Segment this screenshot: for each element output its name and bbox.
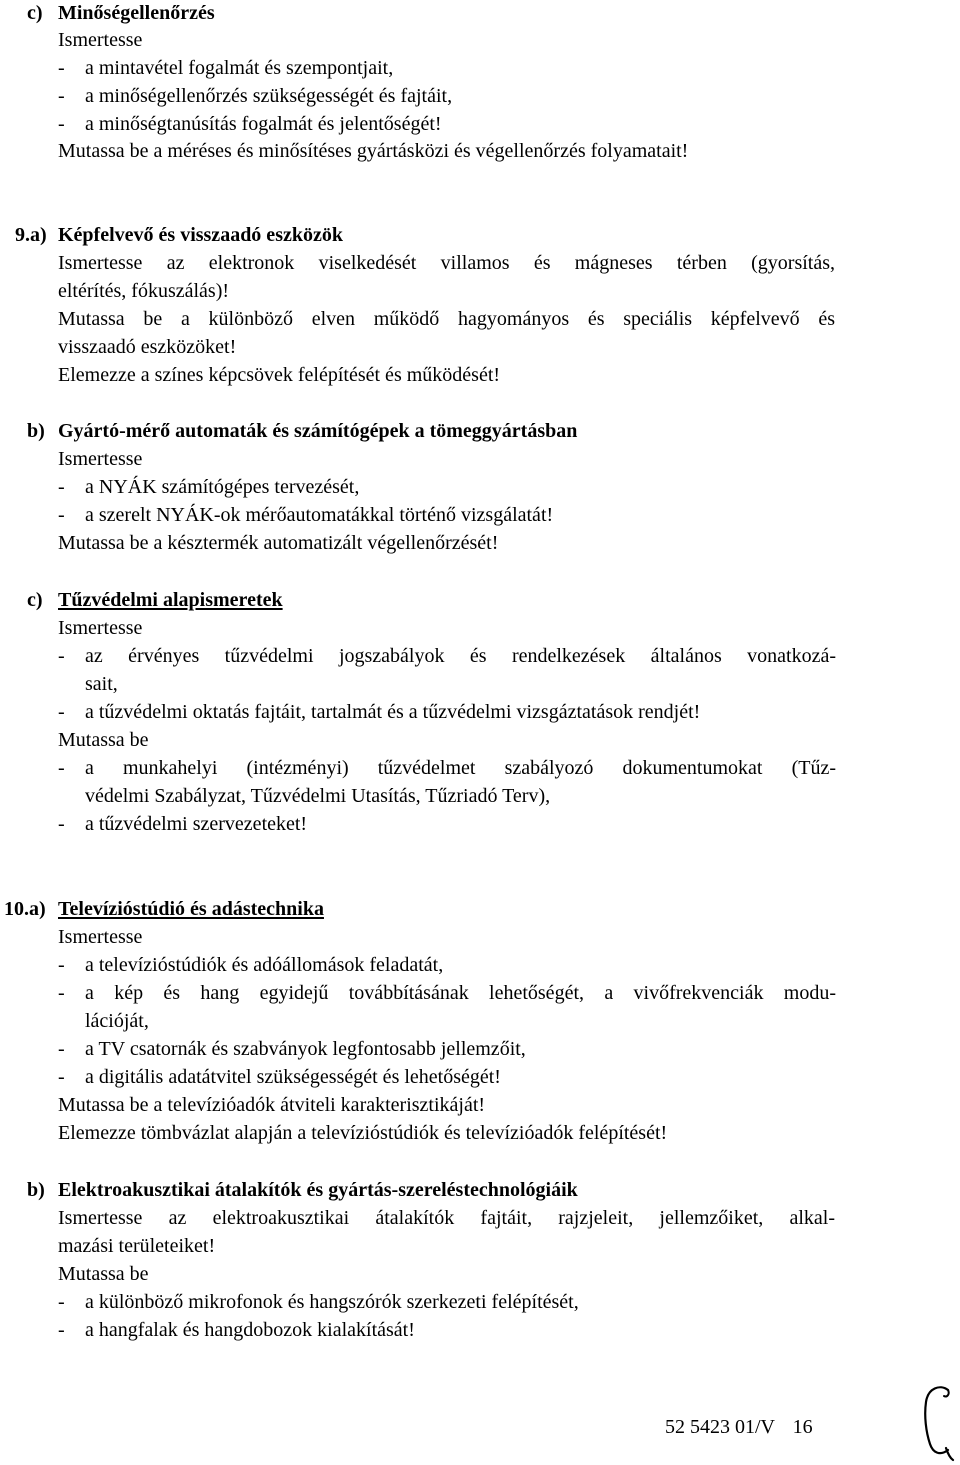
paragraph-line: visszaadó eszközöket!: [58, 336, 237, 358]
paragraph-line: Ismertesse az elektronok viselkedését villamos és mágneses térben (gyorsítás,: [58, 252, 835, 274]
section-title: Tűzvédelmi alapismeretek: [58, 589, 283, 611]
section-label: c): [27, 589, 43, 611]
section-title: Minőségellenőrzés: [58, 2, 215, 24]
list-dash: -: [58, 757, 65, 779]
paragraph-line: Mutassa be a különböző elven működő hagyományos és speciális képfelvevő és: [58, 308, 835, 330]
section-title: Televízióstúdió és adástechnika: [58, 898, 324, 920]
list-dash: -: [58, 1291, 65, 1313]
list-dash: -: [58, 476, 65, 498]
list-item: a minőségellenőrzés szükségességét és fajtáit,: [85, 85, 453, 107]
list-item: a hangfalak és hangdobozok kialakítását!: [85, 1319, 415, 1341]
list-dash: -: [58, 504, 65, 526]
paragraph-line: mazási területeiket!: [58, 1235, 216, 1257]
list-item: a különböző mikrofonok és hangszórók szerkezeti felépítését,: [85, 1291, 579, 1313]
section-label: 9.a): [15, 224, 47, 246]
list-dash: -: [58, 982, 65, 1004]
document-code: 52 5423 01/V: [665, 1416, 775, 1438]
list-item: a TV csatornák és szabványok legfontosabb jellemzőit,: [85, 1038, 526, 1060]
section-title: Képfelvevő és visszaadó eszközök: [58, 224, 343, 246]
paragraph-line: eltérítés, fókuszálás)!: [58, 280, 230, 302]
list-item: a tűzvédelmi oktatás fajtáit, tartalmát és a tűzvédelmi vizsgáztatások rendjét!: [85, 701, 701, 723]
list-dash: -: [58, 113, 65, 135]
list-dash: -: [58, 1038, 65, 1060]
list-dash: -: [58, 85, 65, 107]
instruction-text: Ismertesse: [58, 926, 143, 948]
list-item: az érvényes tűzvédelmi jogszabályok és rendelkezések általános vonatkozá-: [85, 645, 836, 667]
section-label: 10.a): [4, 898, 46, 920]
list-dash: -: [58, 645, 65, 667]
instruction-text: Elemezze tömbvázlat alapján a televízióstúdiók és televízióadók felépítését!: [58, 1122, 668, 1144]
instruction-text: Ismertesse: [58, 617, 143, 639]
list-item: a munkahelyi (intézményi) tűzvédelmet szabályozó dokumentumokat (Tűz-: [85, 757, 836, 779]
instruction-text: Mutassa be a televízióadók átviteli karakterisztikáját!: [58, 1094, 486, 1116]
list-dash: -: [58, 1066, 65, 1088]
instruction-text: Mutassa be a méréses és minősítéses gyártásközi és végellenőrzés folyamatait!: [58, 140, 689, 162]
instruction-text: Mutassa be: [58, 729, 149, 751]
signature-mark: [920, 1384, 958, 1462]
section-label: b): [27, 1179, 45, 1201]
paragraph-line: Ismertesse az elektroakusztikai átalakítók fajtáit, rajzjeleit, jellemzőiket, alkal-: [58, 1207, 835, 1229]
instruction-text: Ismertesse: [58, 448, 143, 470]
list-item: lációját,: [85, 1010, 149, 1032]
list-item: sait,: [85, 673, 118, 695]
list-dash: -: [58, 813, 65, 835]
list-dash: -: [58, 701, 65, 723]
instruction-text: Mutassa be a késztermék automatizált végellenőrzését!: [58, 532, 499, 554]
list-dash: -: [58, 954, 65, 976]
page-number: 16: [792, 1416, 813, 1438]
instruction-text: Mutassa be: [58, 1263, 149, 1285]
page-footer: [665, 1414, 813, 1440]
list-item: a szerelt NYÁK-ok mérőautomatákkal történő vizsgálatát!: [85, 504, 554, 526]
list-item: a NYÁK számítógépes tervezését,: [85, 476, 360, 498]
list-dash: -: [58, 57, 65, 79]
list-item: a tűzvédelmi szervezeteket!: [85, 813, 308, 835]
section-title: Elektroakusztikai átalakítók és gyártás-szereléstechnológiáik: [58, 1179, 578, 1201]
section-label: c): [27, 2, 43, 24]
instruction-text: Ismertesse: [58, 29, 143, 51]
list-item: a televízióstúdiók és adóállomások feladatát,: [85, 954, 444, 976]
list-dash: -: [58, 1319, 65, 1341]
section-label: b): [27, 420, 45, 442]
list-item: a minőségtanúsítás fogalmát és jelentőségét!: [85, 113, 442, 135]
section-title: Gyártó-mérő automaták és számítógépek a tömeggyártásban: [58, 420, 578, 442]
paragraph-line: Elemezze a színes képcsövek felépítését és működését!: [58, 364, 501, 386]
list-item: a kép és hang egyidejű továbbításának lehetőségét, a vivőfrekvenciák modu-: [85, 982, 836, 1004]
list-item: védelmi Szabályzat, Tűzvédelmi Utasítás, Tűzriadó Terv),: [85, 785, 551, 807]
list-item: a digitális adatátvitel szükségességét és lehetőségét!: [85, 1066, 501, 1088]
list-item: a mintavétel fogalmát és szempontjait,: [85, 57, 394, 79]
